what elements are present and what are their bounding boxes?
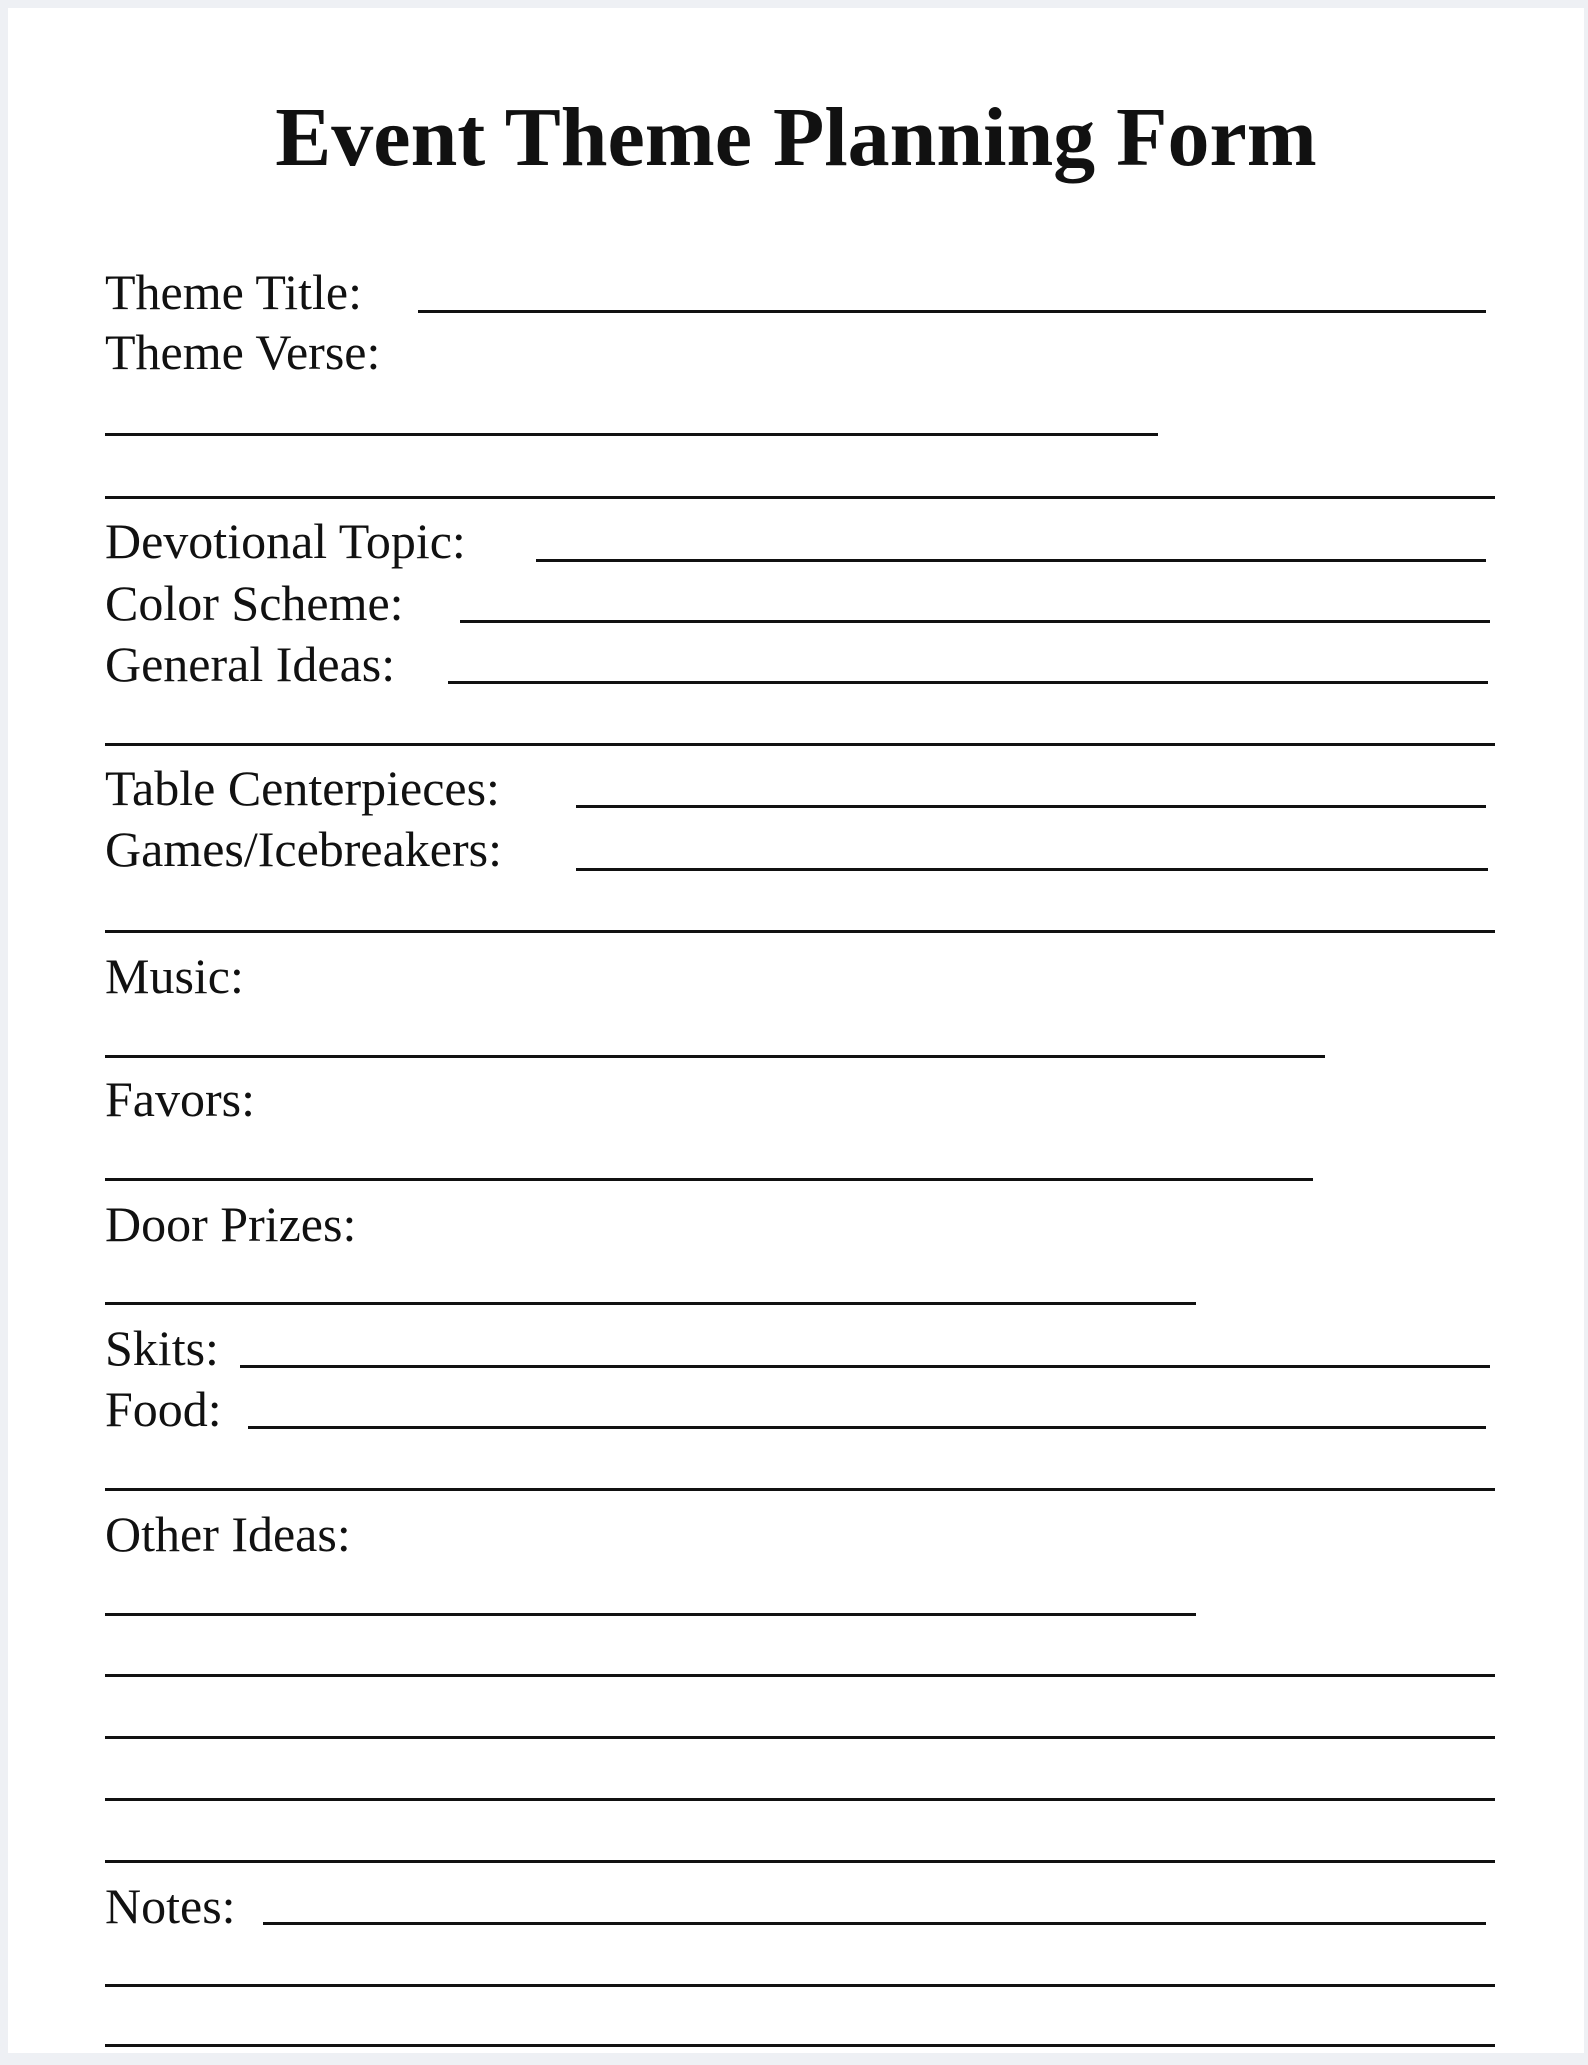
other-ideas-line-4[interactable] [105,1798,1495,1801]
other-ideas-line-2[interactable] [105,1674,1495,1677]
notes-label: Notes: [105,1878,236,1934]
color-scheme-line[interactable] [460,620,1490,623]
door-prizes-line[interactable] [105,1302,1196,1305]
games-icebreakers-line-2[interactable] [105,930,1495,933]
devotional-topic-label: Devotional Topic: [105,513,466,569]
games-icebreakers-line-1[interactable] [576,868,1488,871]
general-ideas-line-1[interactable] [448,681,1488,684]
theme-verse-label: Theme Verse: [105,324,381,380]
favors-line[interactable] [105,1178,1313,1181]
general-ideas-line-2[interactable] [105,743,1495,746]
table-centerpieces-line[interactable] [576,805,1486,808]
general-ideas-label: General Ideas: [105,636,396,692]
theme-verse-line-2[interactable] [105,496,1495,499]
food-label: Food: [105,1381,222,1437]
favors-label: Favors: [105,1071,255,1127]
theme-title-label: Theme Title: [105,264,362,320]
theme-verse-line-1[interactable] [105,433,1158,436]
theme-title-line[interactable] [418,310,1486,313]
other-ideas-line-5[interactable] [105,1860,1495,1863]
other-ideas-line-1[interactable] [105,1613,1196,1616]
page-title: Event Theme Planning Form [275,91,1317,184]
door-prizes-label: Door Prizes: [105,1196,357,1252]
color-scheme-label: Color Scheme: [105,575,404,631]
music-line[interactable] [105,1055,1325,1058]
skits-label: Skits: [105,1320,219,1376]
games-icebreakers-label: Games/Icebreakers: [105,821,502,877]
notes-line-3[interactable] [105,2044,1495,2047]
other-ideas-line-3[interactable] [105,1736,1495,1739]
skits-line[interactable] [240,1365,1490,1368]
other-ideas-label: Other Ideas: [105,1506,351,1562]
food-line-1[interactable] [248,1426,1486,1429]
form-page [8,8,1584,2053]
music-label: Music: [105,948,244,1004]
notes-line-1[interactable] [263,1922,1486,1925]
devotional-topic-line[interactable] [536,559,1486,562]
notes-line-2[interactable] [105,1984,1495,1987]
food-line-2[interactable] [105,1488,1495,1491]
table-centerpieces-label: Table Centerpieces: [105,760,500,816]
